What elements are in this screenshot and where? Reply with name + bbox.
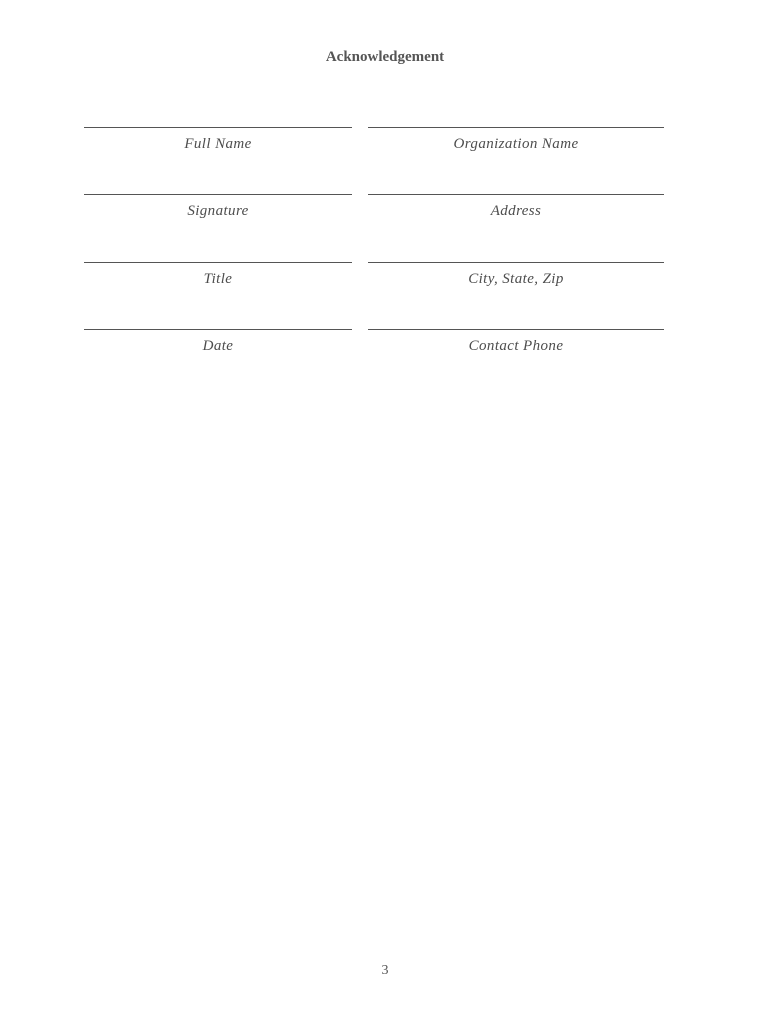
date-field[interactable] xyxy=(84,329,352,355)
city-state-zip-label: City, State, Zip xyxy=(468,271,564,287)
signature-field[interactable] xyxy=(84,194,352,220)
title-field[interactable] xyxy=(84,262,352,288)
full-name-field[interactable] xyxy=(84,127,352,153)
address-field[interactable] xyxy=(368,194,664,220)
address-label: Address xyxy=(490,203,542,219)
contact-phone-field[interactable] xyxy=(368,329,664,355)
full-name-label: Full Name xyxy=(184,136,252,152)
page-title: Acknowledgement xyxy=(325,49,445,65)
organization-name-field[interactable] xyxy=(368,127,664,153)
city-state-zip-field[interactable] xyxy=(368,262,664,288)
date-label: Date xyxy=(202,338,234,354)
title-label: Title xyxy=(203,271,233,287)
signature-label: Signature xyxy=(187,203,249,219)
contact-phone-label: Contact Phone xyxy=(468,338,564,354)
page-number: 3 xyxy=(381,963,389,978)
organization-name-label: Organization Name xyxy=(453,136,579,152)
